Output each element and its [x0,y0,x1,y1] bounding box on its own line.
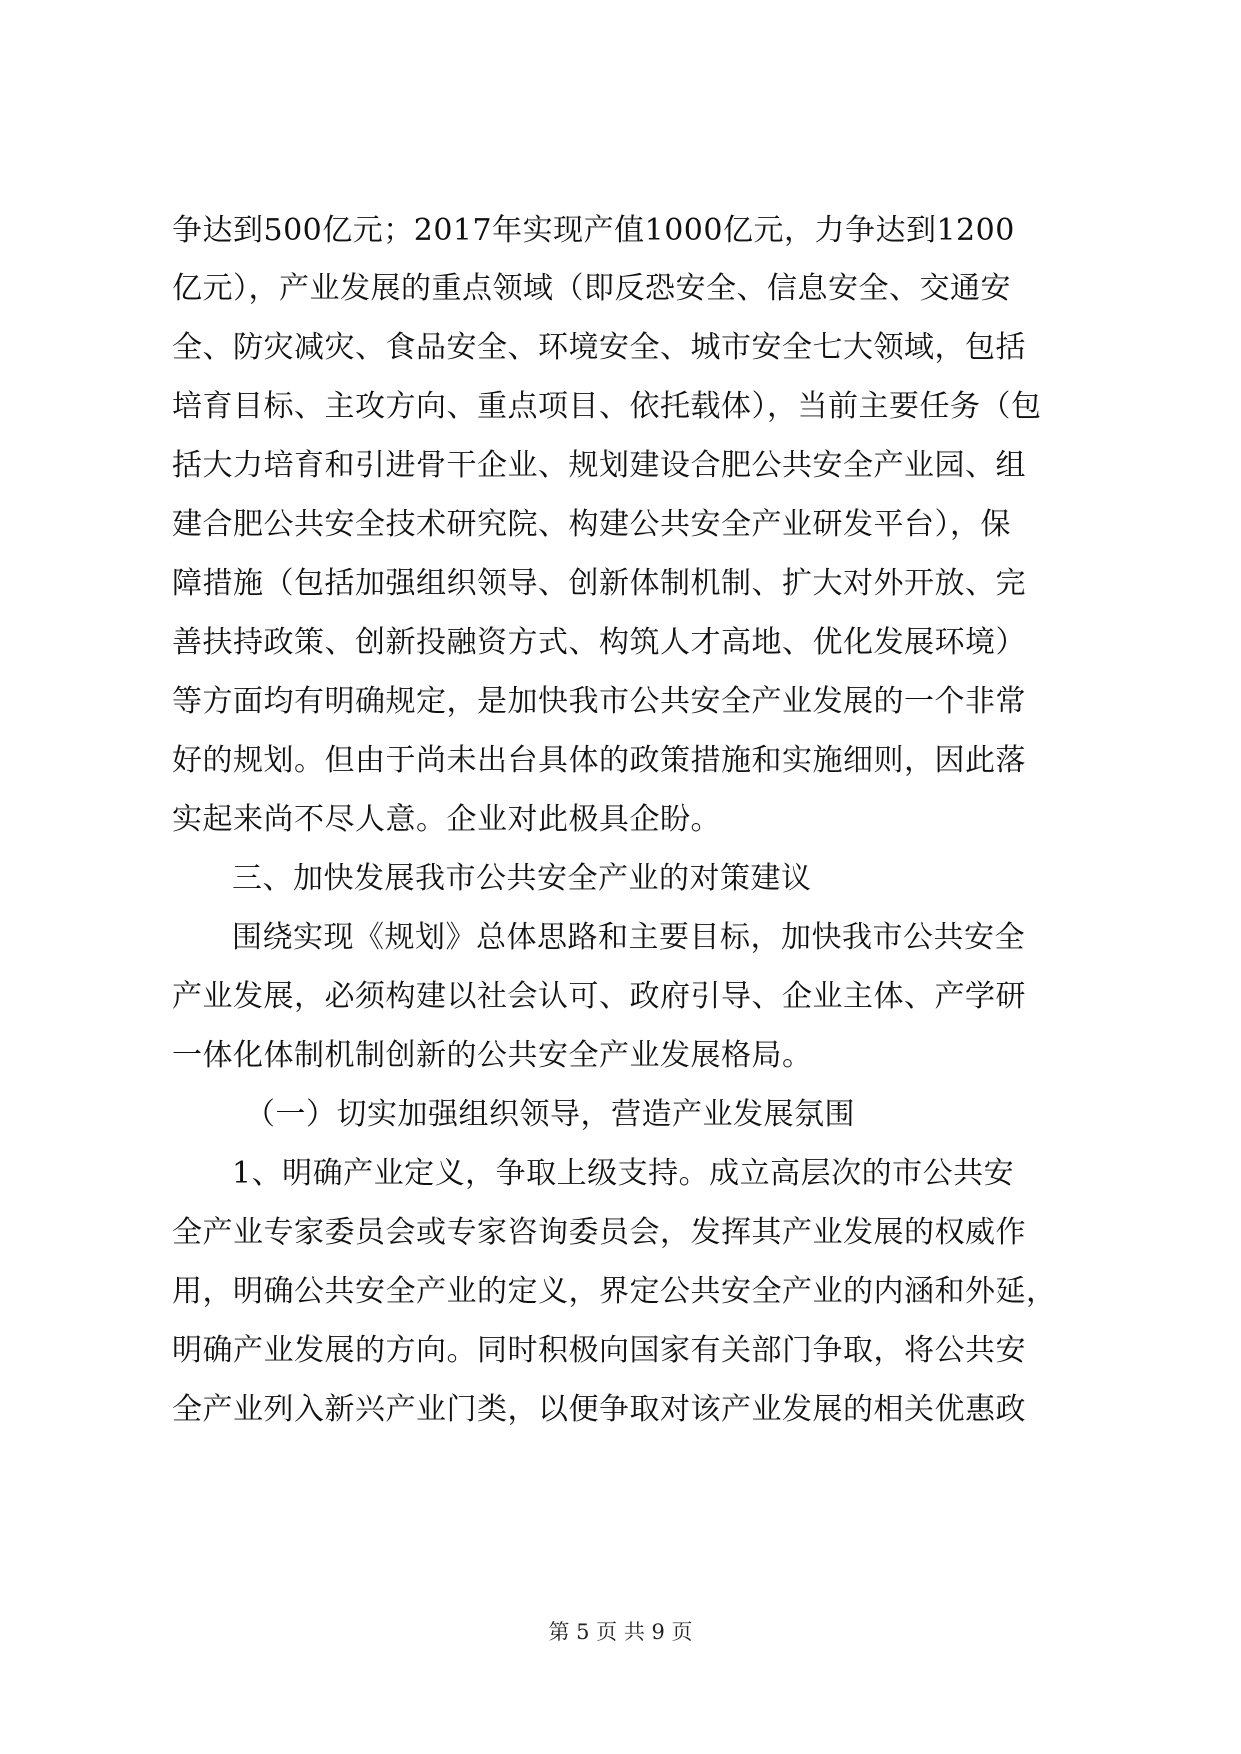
text-line: 全、防灾减灾、食品安全、环境安全、城市安全七大领域，包括 [172,330,1026,365]
text-line: 括大力培育和引进骨干企业、规划建设合肥公共安全产业园、组 [172,448,1026,483]
text-line: 善扶持政策、创新投融资方式、构筑人才高地、优化发展环境） [172,625,1026,660]
text-line: 好的规划。但由于尚未出台具体的政策措施和实施细则，因此落 [172,743,1026,778]
text-line: 实起来尚不尽人意。企业对此极具企盼。 [172,802,721,837]
section-heading: 三、加快发展我市公共安全产业的对策建议 [232,861,812,896]
text-line: 争达到500亿元；2017年实现产值1000亿元，力争达到1200 [172,213,1015,248]
page-number-footer: 第 5 页 共 9 页 [548,1620,693,1644]
text-line: 明确产业发展的方向。同时积极向国家有关部门争取，将公共安 [172,1333,1026,1368]
text-line: 等方面均有明确规定，是加快我市公共安全产业发展的一个非常 [172,684,1026,719]
text-line: 亿元），产业发展的重点领域（即反恐安全、信息安全、交通安 [172,271,1011,306]
text-line: 培育目标、主攻方向、重点项目、依托载体），当前主要任务（包 [172,389,1042,424]
text-line: 产业发展，必须构建以社会认可、政府引导、企业主体、产学研 [172,979,1026,1014]
text-line: 建合肥公共安全技术研究院、构建公共安全产业研发平台），保 [172,507,1011,542]
text-line: 全产业列入新兴产业门类，以便争取对该产业发展的相关优惠政 [172,1392,1026,1427]
text-line: 一体化体制机制创新的公共安全产业发展格局。 [172,1038,813,1073]
text-line: 围绕实现《规划》总体思路和主要目标，加快我市公共安全 [232,920,1025,955]
text-line: 用，明确公共安全产业的定义，界定公共安全产业的内涵和外延， [172,1274,1057,1309]
text-line: 全产业专家委员会或专家咨询委员会，发挥其产业发展的权威作 [172,1215,1026,1250]
subsection-heading: （一）切实加强组织领导，营造产业发展氛围 [245,1097,855,1132]
text-line: 障措施（包括加强组织领导、创新体制机制、扩大对外开放、完 [172,566,1026,601]
text-line: 1、明确产业定义，争取上级支持。成立高层次的市公共安 [232,1156,1015,1191]
